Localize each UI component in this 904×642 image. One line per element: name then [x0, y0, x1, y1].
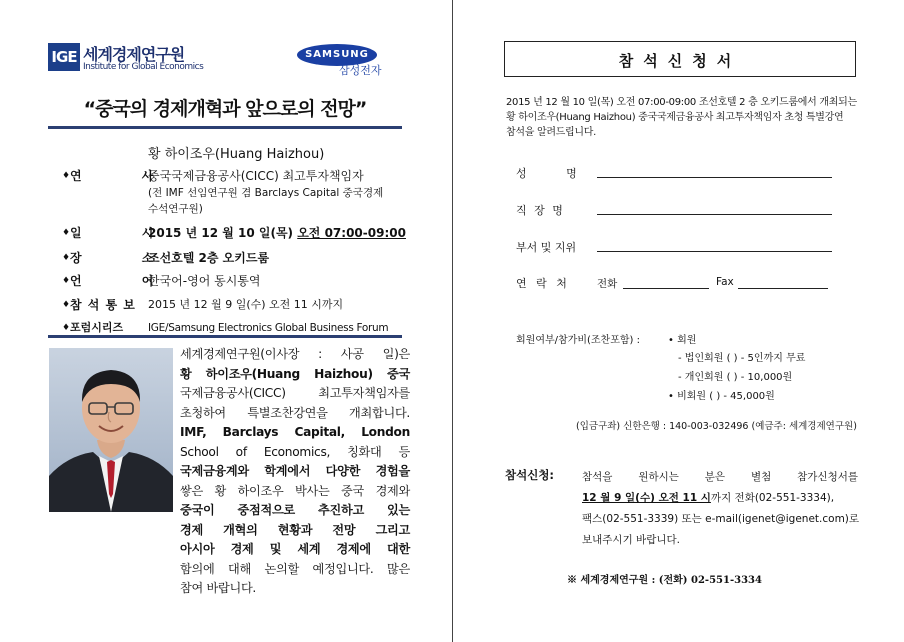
- speaker-bio: [180, 345, 410, 599]
- bio-line: 세계경제연구원(이사장 : 사공 일)은: [180, 347, 410, 361]
- detail-label: 장 소: [70, 251, 182, 265]
- bio-line: 참여 바랍니다.: [180, 581, 256, 595]
- org-english-name: Institute for Global Economics: [83, 62, 204, 72]
- form-title: 참석신청서: [618, 52, 742, 70]
- form-intro: [506, 95, 856, 140]
- bio-line: 초청하여 특별조찬강연을 개최합니다.: [180, 405, 410, 420]
- detail-label: 언 어: [70, 274, 182, 288]
- intro-line: 황 하이조우(Huang Haizhou) 중국국제금융공사 최고투자책임자 초청 특별강연: [506, 112, 844, 123]
- detail-label: 연 사: [70, 169, 182, 183]
- details-bottom-rule: [48, 335, 402, 338]
- bullet-icon: ♦: [62, 228, 71, 238]
- bio-line: 황 하이조우(Huang Haizhou) 중국: [180, 366, 410, 381]
- fax-label: Fax: [716, 276, 734, 288]
- bullet-icon: ♦: [62, 276, 71, 286]
- fee-nonmember[interactable]: • 비회원 ( ) - 45,000원: [668, 391, 775, 402]
- detail-label: 포럼시리즈: [70, 321, 124, 334]
- bullet-icon: ♦: [62, 300, 71, 310]
- fax-field[interactable]: [738, 288, 828, 289]
- apply-line: 보내주시기 바랍니다.: [582, 534, 680, 546]
- detail-label: 일 시: [70, 226, 182, 240]
- bio-line: School of Economics, 칭화대 등: [180, 444, 410, 459]
- bank-account: (입금구좌) 신한은행 : 140-003-032496 (예금주: 세계경제연구원): [576, 421, 857, 432]
- title-rule: [48, 126, 402, 129]
- footer-contact: ※ 세계경제연구원 : (전화) 02-551-3334: [567, 575, 762, 586]
- detail-value: IGE/Samsung Electronics Global Business Forum: [148, 322, 389, 334]
- org-name: 세계경제연구원: [83, 45, 185, 64]
- apply-line: 팩스(02-551-3339) 또는 e-mail(igenet@igenet.com)로: [582, 513, 860, 525]
- apply-label: 참석신청:: [505, 468, 555, 482]
- samsung-logo: SAMSUNG: [297, 44, 377, 66]
- bio-line: 함의에 대해 논의할 예정입니다. 많은: [180, 561, 410, 576]
- detail-value: 한국어-영어 동시통역: [148, 274, 261, 288]
- fee-corporate[interactable]: - 법인회원 ( ) - 5인까지 무료: [678, 353, 806, 364]
- bullet-icon: ♦: [62, 171, 71, 181]
- detail-value: 2015 년 12 월 9 일(수) 오전 11 시까지: [148, 298, 344, 311]
- contact-label: 연 락 처: [516, 277, 570, 290]
- bio-line: 경제 개혁의 현황과 전망 그리고: [180, 522, 410, 537]
- time-value: 오전 07:00-09:00: [297, 226, 406, 240]
- phone-field[interactable]: [623, 288, 709, 289]
- fee-individual[interactable]: - 개인회원 ( ) - 10,000원: [678, 372, 793, 383]
- intro-line: 참석을 알려드립니다.: [506, 127, 596, 138]
- detail-label: 참 석 통 보: [70, 298, 136, 312]
- page-divider: [452, 0, 453, 642]
- detail-value: [148, 225, 406, 241]
- name-field[interactable]: [597, 177, 832, 178]
- apply-line: 참석을 원하시는 분은 별첨 참가신청서를: [582, 471, 858, 483]
- intro-line: 2015 년 12 월 10 일(목) 오전 07:00-09:00 조선호텔 2 층 오키드룸에서 개최되는: [506, 97, 857, 108]
- samsung-korean: 삼성전자: [339, 64, 382, 77]
- portrait-image: [49, 348, 173, 512]
- name-label: 성 명: [516, 167, 595, 180]
- bio-line: IMF, Barclays Capital, London: [180, 425, 410, 439]
- apply-phone: 까지 전화(02-551-3334),: [710, 492, 835, 504]
- detail-value: (전 IMF 선임연구원 겸 Barclays Capital 중국경제: [148, 187, 384, 199]
- apply-line: [582, 488, 858, 509]
- bio-line: 국제금융공사(CICC) 최고투자책임자를: [180, 386, 410, 400]
- speaker-portrait: [49, 348, 173, 512]
- dept-field[interactable]: [597, 251, 832, 252]
- dept-label: 부서 및 지위: [516, 241, 577, 254]
- bullet-icon: ♦: [62, 323, 71, 333]
- fee-member: • 회원: [668, 335, 697, 346]
- apply-deadline: 12 월 9 일(수) 오전 11 시: [582, 492, 711, 504]
- company-label: 직 장 명: [516, 204, 565, 217]
- detail-value: 중국국제금융공사(CICC) 최고투자책임자: [148, 169, 364, 183]
- detail-value: 수석연구원): [148, 203, 203, 215]
- bio-line: 아시아 경제 및 세계 경제에 대한: [180, 542, 410, 556]
- bullet-icon: ♦: [62, 253, 71, 263]
- bio-line: 쌓은 황 하이조우 박사는 중국 경제와: [180, 483, 410, 498]
- bio-line: 중국이 중점적으로 추진하고 있는: [180, 503, 410, 517]
- bio-line: 국제금융계와 학계에서 다양한 경험을: [180, 464, 410, 478]
- company-field[interactable]: [597, 214, 832, 215]
- ige-logo-mark: IGE: [48, 43, 80, 71]
- detail-value: 조선호텔 2층 오키드룸: [148, 251, 270, 265]
- date-value: 2015 년 12 월 10 일(목): [148, 226, 294, 240]
- speaker-name: 황 하이조우(Huang Haizhou): [148, 147, 325, 162]
- event-title: “중국의 경제개혁과 앞으로의 전망”: [83, 98, 367, 120]
- fee-label: 회원여부/참가비(조찬포함) :: [516, 335, 640, 346]
- phone-label: 전화: [597, 278, 618, 290]
- apply-instructions: [582, 467, 858, 551]
